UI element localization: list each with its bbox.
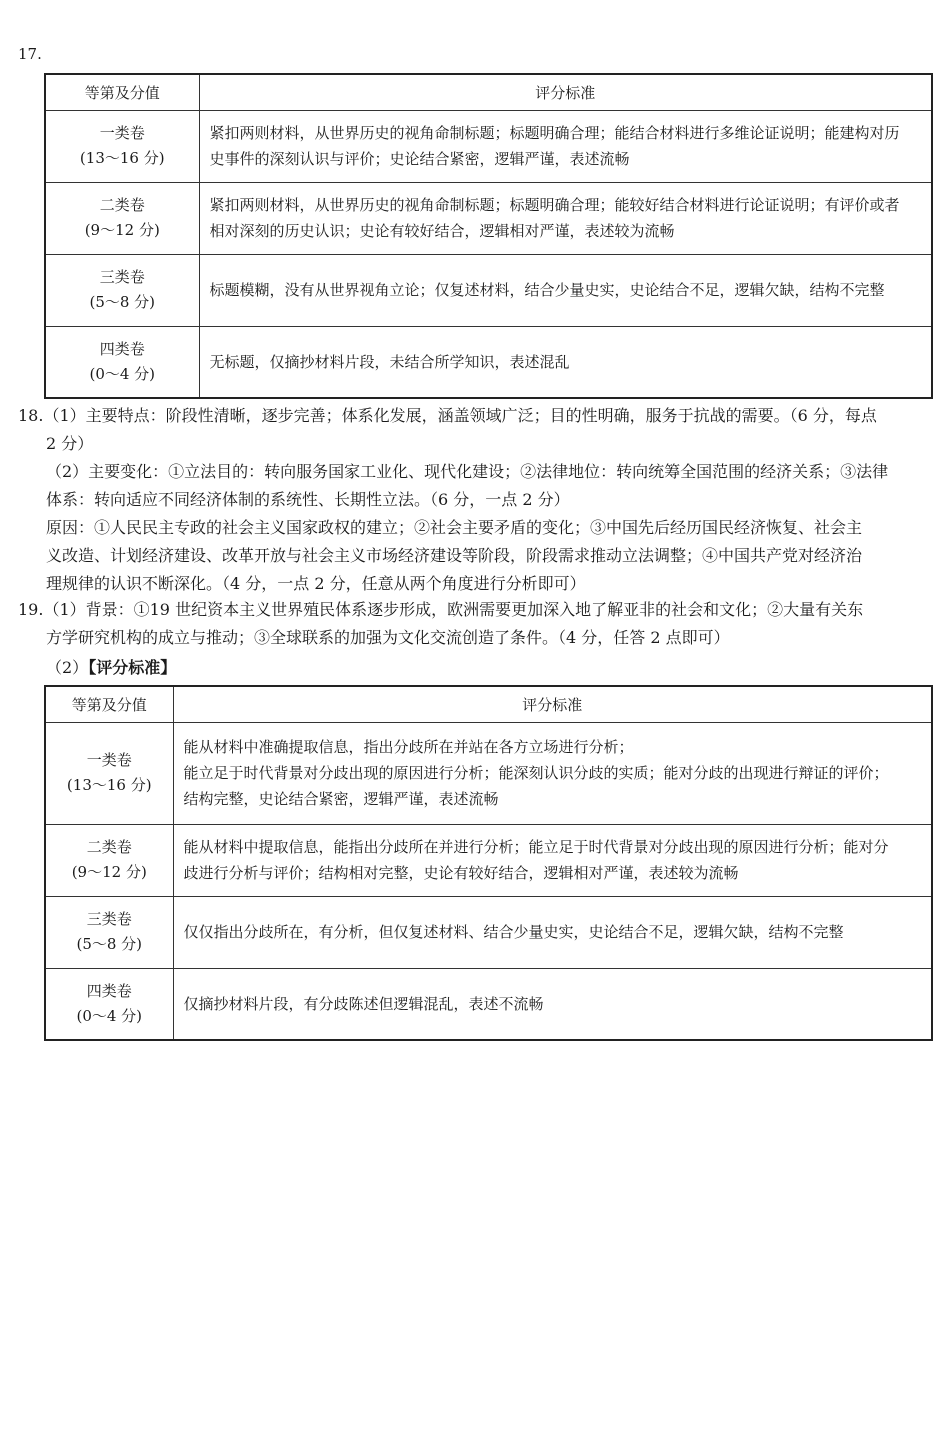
criteria-cell bbox=[199, 182, 932, 254]
level-score: (13～16 分) bbox=[79, 149, 165, 167]
criteria-line: 标题模糊，没有从世界视角立论；仅复述材料，结合少量史实，史论结合不足，逻辑欠缺，结构不完整 bbox=[209, 281, 885, 299]
q17-grading-table bbox=[44, 73, 933, 399]
criteria-cell bbox=[173, 824, 932, 896]
table-row bbox=[45, 968, 932, 1040]
header-criteria: 评分标准 bbox=[199, 74, 932, 110]
criteria-line: 结构完整，史论结合紧密，逻辑严谨，表述流畅 bbox=[183, 790, 499, 808]
table-header-row bbox=[45, 686, 932, 722]
level-name: 一类卷 bbox=[86, 751, 132, 769]
level-score: (0～4 分) bbox=[89, 364, 156, 383]
level-score: (5～8 分) bbox=[76, 935, 143, 953]
criteria-line: 能从材料中提取信息，能指出分歧所在并进行分析；能立足于时代背景对分歧出现的原因进行分析；能对分 bbox=[183, 838, 889, 856]
level-score: (0～4 分) bbox=[76, 1006, 143, 1025]
text-line: 体系：转向适应不同经济体制的系统性、长期性立法。（6 分，一点 2 分） bbox=[46, 490, 570, 509]
q19-grading-table bbox=[44, 685, 933, 1041]
criteria-line: 紧扣两则材料，从世界历史的视角命制标题；标题明确合理；能较好结合材料进行论证说明；有评价或者 bbox=[209, 196, 900, 214]
level-cell bbox=[45, 722, 173, 824]
level-name: 二类卷 bbox=[99, 196, 145, 214]
question-18-answer bbox=[18, 402, 933, 598]
text-line: 理规律的认识不断深化。（4 分，一点 2 分，任意从两个角度进行分析即可） bbox=[46, 574, 586, 593]
criteria-cell bbox=[173, 722, 932, 824]
criteria-line: 仅摘抄材料片段，有分歧陈述但逻辑混乱，表述不流畅 bbox=[183, 994, 544, 1013]
text-line: （2）主要变化：①立法目的：转向服务国家工业化、现代化建设；②法律地位：转向统筹全国范围的经济关系；③法律 bbox=[46, 462, 889, 481]
level-name: 二类卷 bbox=[86, 838, 132, 856]
table-row bbox=[45, 722, 932, 824]
table-row bbox=[45, 254, 932, 326]
level-score: (13～16 分) bbox=[66, 776, 152, 794]
level-cell bbox=[45, 896, 173, 968]
level-name: 四类卷 bbox=[99, 339, 145, 358]
criteria-line: 歧进行分析与评价；结构相对完整，史论有较好结合，逻辑相对严谨，表述较为流畅 bbox=[183, 864, 739, 882]
level-score: (9～12 分) bbox=[84, 221, 160, 239]
level-score: (5～8 分) bbox=[89, 293, 156, 311]
table-row bbox=[45, 110, 932, 182]
table-row bbox=[45, 824, 932, 896]
header-level: 等第及分值 bbox=[45, 686, 173, 722]
q19-part1 bbox=[18, 596, 933, 652]
part-number: （2） bbox=[46, 658, 89, 677]
level-cell bbox=[45, 182, 199, 254]
level-cell bbox=[45, 968, 173, 1040]
level-name: 四类卷 bbox=[86, 981, 132, 1000]
table-row bbox=[45, 896, 932, 968]
question-17-number: 17. bbox=[18, 45, 42, 63]
q18-part2 bbox=[18, 458, 933, 514]
q19-part2-heading bbox=[46, 654, 176, 682]
criteria-line: 能立足于时代背景对分歧出现的原因进行分析；能深刻认识分歧的实质；能对分歧的出现进行辩证的评价； bbox=[183, 764, 889, 782]
criteria-cell bbox=[173, 896, 932, 968]
criteria-cell bbox=[173, 968, 932, 1040]
level-score: (9～12 分) bbox=[71, 863, 147, 881]
header-level: 等第及分值 bbox=[45, 74, 199, 110]
criteria-line: 紧扣两则材料，从世界历史的视角命制标题；标题明确合理；能结合材料进行多维论证说明；能建构对历 bbox=[209, 124, 900, 142]
level-cell bbox=[45, 254, 199, 326]
table-header-row bbox=[45, 74, 932, 110]
criteria-line: 无标题，仅摘抄材料片段，未结合所学知识，表述混乱 bbox=[209, 352, 570, 371]
criteria-line: 仅仅指出分歧所在，有分析，但仅复述材料、结合少量史实，史论结合不足，逻辑欠缺，结构不完整 bbox=[183, 923, 844, 941]
level-name: 一类卷 bbox=[99, 124, 145, 142]
section-title: 【评分标准】 bbox=[88, 658, 177, 677]
text-line: 19.（1）背景：①19 世纪资本主义世界殖民体系逐步形成，欧洲需要更加深入地了解亚非的社会和文化；②大量有关东 bbox=[18, 600, 864, 619]
table-row bbox=[45, 326, 932, 398]
level-name: 三类卷 bbox=[99, 268, 145, 286]
question-19-answer bbox=[18, 596, 933, 652]
criteria-cell bbox=[199, 110, 932, 182]
text-line: 2 分） bbox=[46, 434, 94, 453]
text-line: 义改造、计划经济建设、改革开放与社会主义市场经济建设等阶段，阶段需求推动立法调整；④中国共产党对经济治 bbox=[46, 546, 863, 565]
q18-part1 bbox=[18, 402, 933, 458]
text-line: 方学研究机构的成立与推动；③全球联系的加强为文化交流创造了条件。（4 分，任答 2 点即可） bbox=[46, 628, 730, 647]
text-line: 原因：①人民民主专政的社会主义国家政权的建立；②社会主要矛盾的变化；③中国先后经历国民经济恢复、社会主 bbox=[46, 518, 863, 537]
table-row bbox=[45, 182, 932, 254]
level-cell bbox=[45, 824, 173, 896]
header-criteria: 评分标准 bbox=[173, 686, 932, 722]
criteria-line: 能从材料中准确提取信息，指出分歧所在并站在各方立场进行分析； bbox=[183, 738, 634, 756]
level-name: 三类卷 bbox=[86, 910, 132, 928]
text-line: 18.（1）主要特点：阶段性清晰，逐步完善；体系化发展，涵盖领域广泛；目的性明确，服务于抗战的需要。（6 分，每点 bbox=[18, 406, 877, 425]
q18-part2-reasons bbox=[18, 514, 933, 598]
criteria-line: 相对深刻的历史认识；史论有较好结合，逻辑相对严谨，表述较为流畅 bbox=[209, 222, 675, 240]
criteria-cell bbox=[199, 326, 932, 398]
level-cell bbox=[45, 110, 199, 182]
level-cell bbox=[45, 326, 199, 398]
criteria-cell bbox=[199, 254, 932, 326]
criteria-line: 史事件的深刻认识与评价；史论结合紧密，逻辑严谨，表述流畅 bbox=[209, 150, 630, 168]
